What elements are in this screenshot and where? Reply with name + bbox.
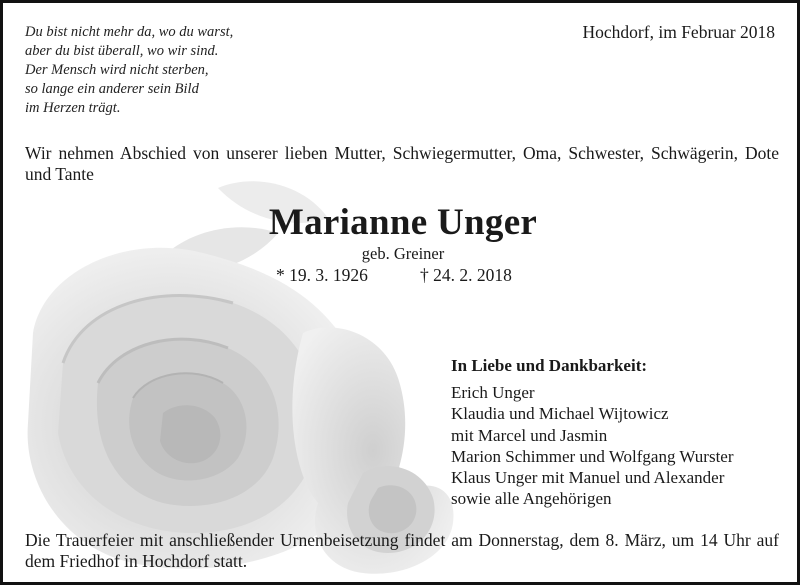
birth-date: * 19. 3. 1926 [276, 265, 368, 285]
poem-line: im Herzen trägt. [25, 100, 121, 116]
mourner-line: sowie alle Angehörigen [451, 489, 612, 509]
deceased-name: Marianne Unger [268, 202, 538, 243]
mourner-line: Erich Unger [451, 383, 535, 403]
mourner-line: Klaudia und Michael Wijtowicz [451, 404, 669, 424]
mourner-line: Marion Schimmer und Wolfgang Wurster [451, 446, 734, 466]
mourners-heading: In Liebe und Dankbarkeit: [451, 356, 648, 375]
poem-line: aber du bist überall, wo wir sind. [25, 43, 219, 59]
poem-verse [25, 23, 233, 118]
poem-line: Der Mensch wird nicht sterben, [25, 62, 209, 78]
mourners-list [451, 355, 734, 509]
funeral-service-info: Die Trauerfeier mit anschließender Urnenbeisetzung findet am Donnerstag, dem 8. März, um 14 Uhr auf dem Friedhof in Hochdorf statt. [25, 530, 779, 571]
poem-line: Du bist nicht mehr da, wo du warst, [25, 24, 234, 40]
death-date: † 24. 2. 2018 [420, 265, 512, 285]
maiden-name: geb. Greiner [361, 244, 445, 263]
farewell-intro: Wir nehmen Abschied von unserer lieben Mutter, Schwiegermutter, Oma, Schwester, Schwägerin, Dote und Tante [25, 143, 779, 184]
place-and-date: Hochdorf, im Februar 2018 [582, 22, 775, 42]
mourner-line: Klaus Unger mit Manuel und Alexander [451, 468, 725, 488]
mourner-line: mit Marcel und Jasmin [451, 425, 608, 445]
poem-line: so lange ein anderer sein Bild [25, 81, 199, 97]
